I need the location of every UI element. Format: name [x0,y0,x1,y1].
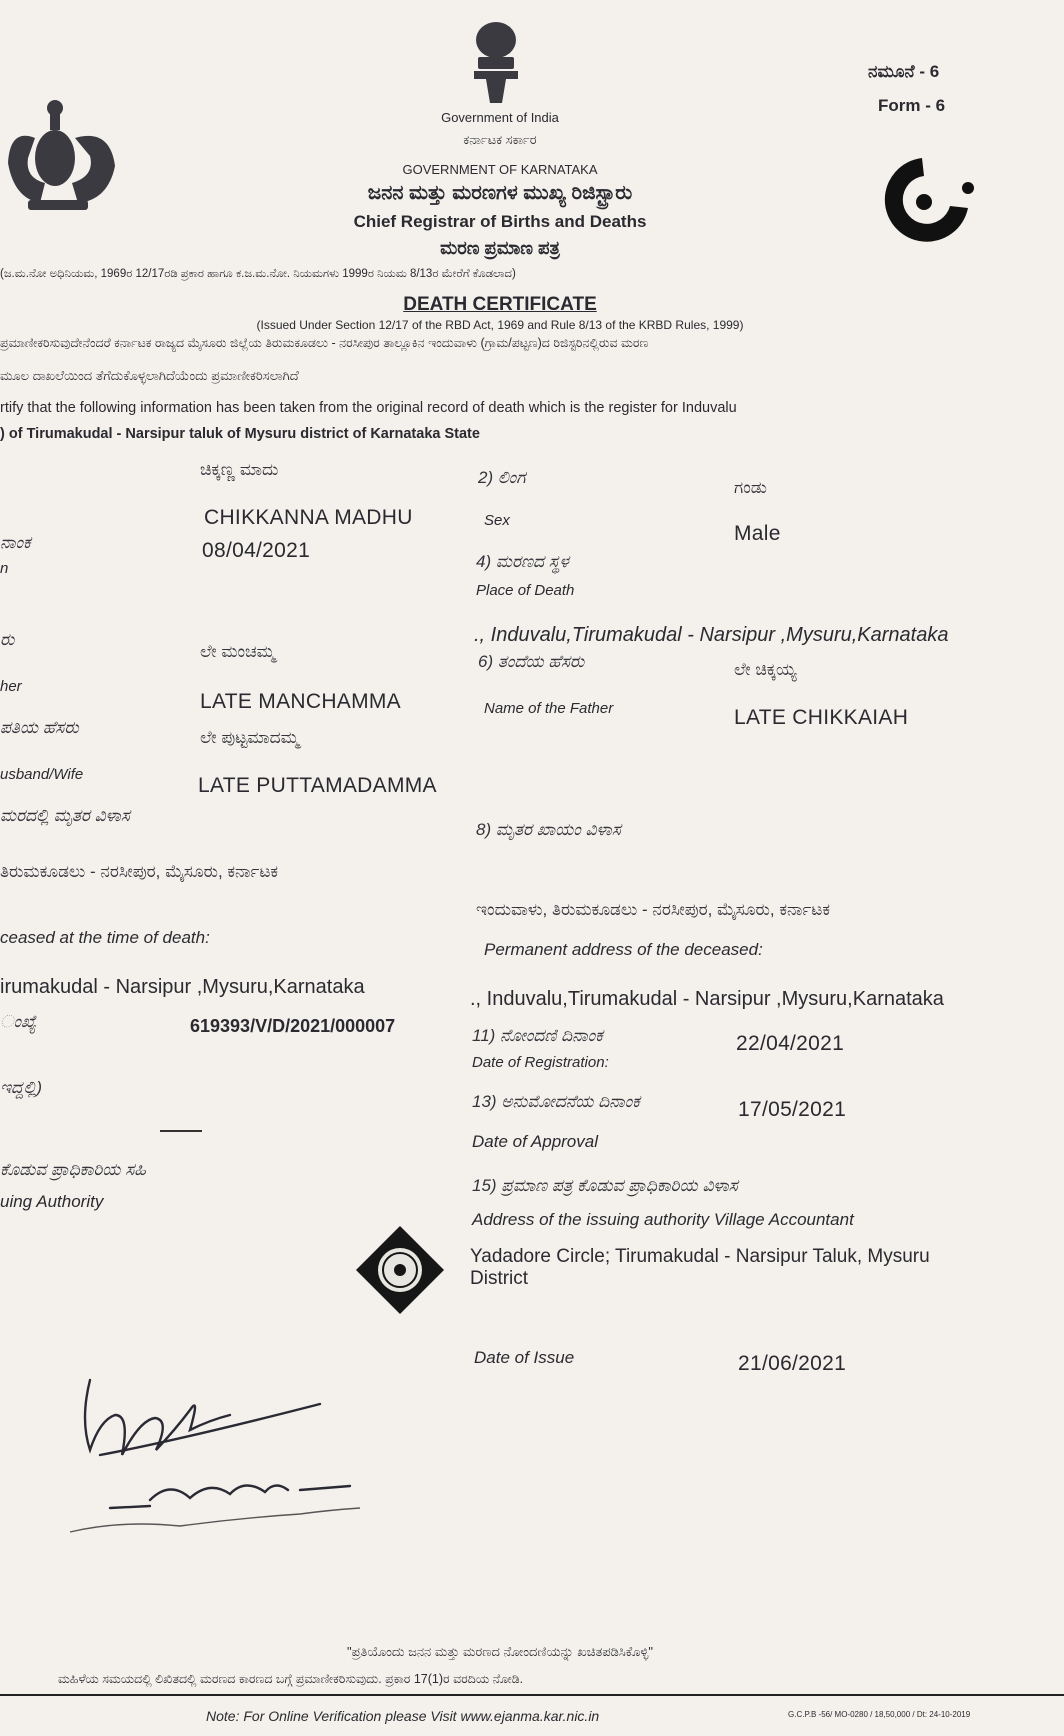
father-label: Name of the Father [484,700,614,717]
footer-divider [0,1694,1064,1696]
issued-under: (Issued Under Section 12/17 of the RBD Act, 1969 and Rule 8/13 of the KRBD Rules, 1999) [256,318,744,332]
govt-india: Government of India [441,110,559,125]
print-code: G.C.P.B -56/ MO-0280 / 18,50,000 / Dt: 24-10-2019 [788,1710,971,1719]
registration-number-label-kn: ಂಖ್ಯೆ [0,1012,37,1031]
authority-signature-icon [60,1360,400,1540]
authority-signature-label-kn: ಕೊಡುವ ಪ್ರಾಧಿಕಾರಿಯ ಸಹಿ [0,1160,146,1179]
authority-signature-label: uing Authority [0,1192,104,1211]
sex-value: Male [734,522,781,545]
karnataka-emblem-icon [0,88,125,223]
father-label-kn: 6) ತಂದೆಯ ಹೆಸರು [478,652,585,671]
mother-label: her [0,678,22,695]
official-seal-icon [354,1224,446,1316]
authority-address-line2: District [470,1268,529,1289]
blank-line [160,1130,202,1132]
authority-address-line1: Yadadore Circle; Tirumakudal - Narsipur Taluk, Mysuru [470,1246,930,1267]
issue-date-label: Date of Issue [474,1348,575,1367]
approval-date: 17/05/2021 [738,1098,847,1121]
approval-date-label: Date of Approval [472,1132,598,1151]
deceased-name: CHIKKANNA MADHU [204,506,413,529]
place-of-death: ., Induvalu,Tirumakudal - Narsipur ,Mysuru,Karnataka [474,624,949,646]
father-kn: ಲೇ ಚಿಕ್ಕಯ್ಯ [734,660,797,679]
authority-address-label-kn: 15) ಪ್ರಮಾಣ ಪತ್ರ ಕೊಡುವ ಪ್ರಾಧಿಕಾರಿಯ ವಿಳಾಸ [472,1176,738,1195]
intro-kn-line1: ಪ್ರಮಾಣೀಕರಿಸುವುದೇನೆಂದರೆ ಕರ್ನಾಟಕ ರಾಜ್ಯದ ಮೈಸೂರು ಜಿಲ್ಲೆಯ ತಿರುಮಕೂಡಲು - ನರಸೀಪುರ ತಾಲ್ಲೂಕಿನ ಇಂದುವಾಳು (ಗ್ರಾಮ/ಪಟ್ಟಣ)ದ ರಿಜಿಸ್ಟರಿನಲ್ಲಿರುವ ಮರಣ [0,336,649,350]
registration-date-label: Date of Registration: [472,1054,609,1071]
permanent-address-kn: ಇಂದುವಾಳು, ತಿರುಮಕೂಡಲು - ನರಸೀಪುರ, ಮೈಸೂರು, ಕರ್ನಾಟಕ [476,900,831,919]
spouse-label: usband/Wife [0,766,84,783]
address-at-death: irumakudal - Narsipur ,Mysuru,Karnataka [0,976,365,998]
spouse-label-kn: ಪತಿಯ ಹೆಸರು [0,718,79,737]
permanent-address-label: Permanent address of the deceased: [484,940,763,959]
address-at-death-label-kn: ಮರದಲ್ಲಿ ಮೃತರ ವಿಳಾಸ [0,806,130,825]
mother-kn: ಲೇ ಮಂಚಮ್ಮ [200,642,276,661]
address-at-death-label: ceased at the time of death: [0,928,210,947]
authority-address-label: Address of the issuing authority Village Accountant [472,1210,854,1229]
address-at-death-kn: ತಿರುಮಕೂಡಲು - ನರಸೀಪುರ, ಮೈಸೂರು, ಕರ್ನಾಟಕ [0,862,279,881]
permanent-address-label-kn: 8) ಮೃತರ ಖಾಯಂ ವಿಳಾಸ [476,820,621,839]
govt-karnataka: GOVERNMENT OF KARNATAKA [402,162,598,177]
govt-karnataka-kn: ಕರ್ನಾಟಕ ಸರ್ಕಾರ [463,132,537,147]
ejanma-logo-icon [872,150,982,250]
certificate-title-kn: ಮರಣ ಪ್ರಮಾಣ ಪತ್ರ [440,238,560,258]
date-label-kn: ನಾಂಕ [0,533,31,552]
approval-date-label-kn: 13) ಅನುಮೋದನೆಯ ದಿನಾಂಕ [472,1092,640,1111]
form-number: Form - 6 [878,96,946,115]
footer-note-kn: ಮಹಿಳೆಯ ಸಮಯದಲ್ಲಿ ಲಿಖಿತದಲ್ಲಿ ಮರಣದ ಕಾರಣದ ಬಗ್ಗೆ ಪ್ರಮಾಣೀಕರಿಸುವುದು. ಪ್ರಕಾರ 17(1)ರ ವರದಿಯ ನೋಡಿ. [58,1672,524,1686]
place-label-kn: 4) ಮರಣದ ಸ್ಥಳ [476,552,569,571]
issue-date: 21/06/2021 [738,1352,847,1375]
spouse-name: LATE PUTTAMADAMMA [198,774,437,797]
registrar: Chief Registrar of Births and Deaths [353,212,647,231]
place-label: Place of Death [476,582,575,599]
footer-slogan-kn: "ಪ್ರತಿಯೊಂದು ಜನನ ಮತ್ತು ಮರಣದ ನೋಂದಣಿಯನ್ನು ಖಚಿತಪಡಿಸಿಕೊಳ್ಳಿ" [347,1644,653,1659]
mother-label-kn: ರು [0,630,15,649]
registrar-kn: ಜನನ ಮತ್ತು ಮರಣಗಳ ಮುಖ್ಯ ರಿಜಿಸ್ಟ್ರಾರು [367,182,633,204]
mother-name: LATE MANCHAMMA [200,690,401,713]
intro-en-line2: ) of Tirumakudal - Narsipur taluk of Mysuru district of Karnataka State [0,426,480,442]
remarks-label-kn: ಇದ್ದಲ್ಲಿ) [0,1078,43,1097]
date-of-death: 08/04/2021 [202,539,311,562]
footer-note: Note: For Online Verification please Visit www.ejanma.kar.nic.in [206,1708,600,1724]
name-kn: ಚಿಕ್ಕಣ್ಣ ಮಾದು [200,460,279,479]
spouse-kn: ಲೇ ಪುಟ್ಟಮಾದಮ್ಮ [200,728,300,747]
permanent-address: ., Induvalu,Tirumakudal - Narsipur ,Mysuru,Karnataka [470,988,944,1010]
registration-date-label-kn: 11) ನೋಂದಣಿ ದಿನಾಂಕ [472,1026,603,1045]
intro-kn-line2: ಮೂಲ ದಾಖಲೆಯಿಂದ ತೆಗೆದುಕೊಳ್ಳಲಾಗಿದೆಯೆಂದು ಪ್ರಮಾಣೀಕರಿಸಲಾಗಿದೆ [0,368,299,383]
sex-label-kn: 2) ಲಿಂಗ [478,468,526,487]
form-number-kn: ನಮೂನೆ - 6 [868,62,940,81]
sex-label: Sex [484,512,510,529]
registration-number: 619393/V/D/2021/000007 [190,1016,396,1036]
ashoka-emblem-icon [466,15,526,105]
certificate-title: DEATH CERTIFICATE [403,294,597,315]
intro-en-line1: rtify that the following information has been taken from the original record of death which is the register for Induvalu [0,400,737,416]
issued-under-kn: (ಜ.ಮ.ನೋ ಅಧಿನಿಯಮ, 1969ರ 12/17ರಡಿ ಪ್ರಕಾರ ಹಾಗೂ ಕ.ಜ.ಮ.ನೋ. ನಿಯಮಗಳು 1999ರ ನಿಯಮ 8/13ರ ಮೇರೆಗೆ ಕೊಡಲಾದ) [0,268,516,280]
sex-kn: ಗಂಡು [734,478,767,497]
father-name: LATE CHIKKAIAH [734,706,909,729]
date-label: n [0,560,9,577]
registration-date: 22/04/2021 [736,1032,845,1055]
